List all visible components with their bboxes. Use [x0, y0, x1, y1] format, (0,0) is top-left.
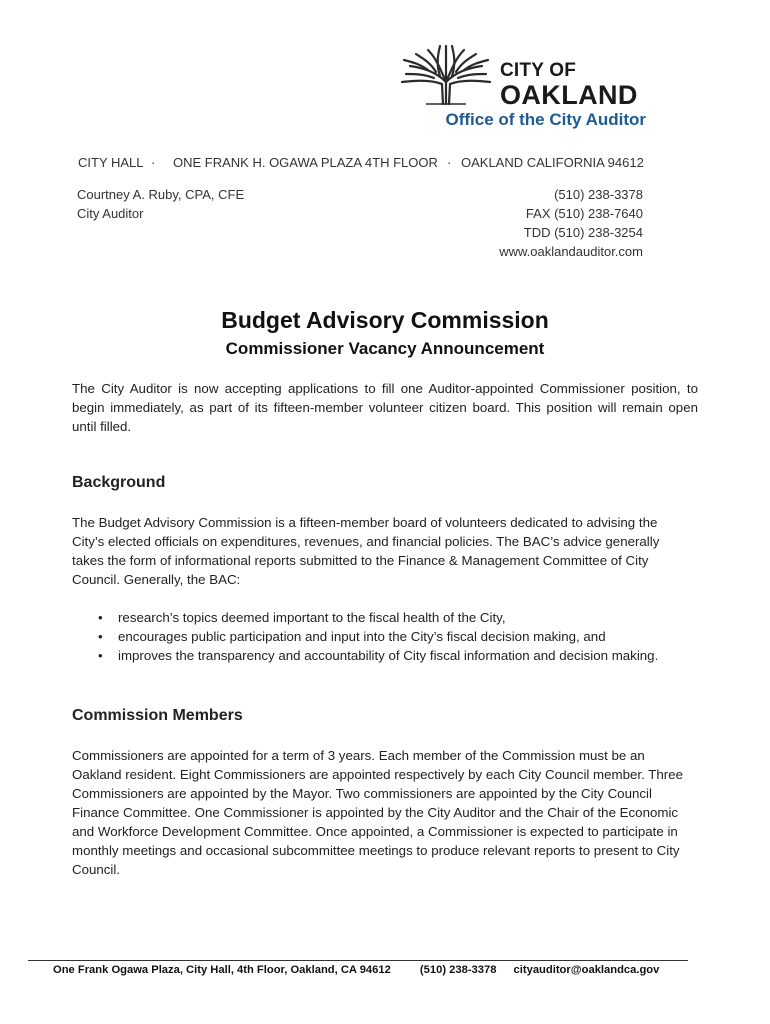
auditor-name: Courtney A. Ruby, CPA, CFE [77, 187, 245, 202]
list-item [72, 627, 692, 646]
office-fax: FAX (510) 238-7640 [525, 206, 643, 221]
office-website[interactable]: www.oaklandauditor.com [499, 244, 643, 259]
bac-duties-list [72, 608, 692, 665]
office-contact [499, 185, 643, 261]
office-phone: (510) 238-3378 [554, 187, 643, 202]
list-item-text: improves the transparency and accountability of City fiscal information and decision making. [118, 648, 659, 663]
members-heading: Commission Members [72, 707, 243, 724]
footer-email[interactable]: cityauditor@oaklandca.gov [513, 964, 660, 976]
office-tdd: TDD (510) 238-3254 [523, 225, 643, 240]
address-separator: · [447, 155, 452, 170]
list-item [72, 646, 692, 665]
list-item-text: encourages public participation and input into the City’s fiscal decision making, and [118, 629, 606, 644]
footer-address: One Frank Ogawa Plaza, City Hall, 4th Floor, Oakland, CA 94612 [53, 964, 391, 976]
list-item-text: research’s topics deemed important to the fiscal health of the City, [118, 610, 506, 625]
bullet-icon: • [98, 610, 103, 625]
bullet-icon: • [98, 629, 103, 644]
members-paragraph: Commissioners are appointed for a term of 3 years. Each member of the Commission must be an Oakland resident. Eight Commissioners are appointed respectively by each City Council member. Three Commissioners are appointed by the Mayor. Two commissioners are appointed by the City Council Finance Committee. One Commissioner is appointed by the City Auditor and the Chair of the Economic and Workforce Development Committee. Once appointed, a Commissioner is expected to participate in monthly meetings and occasional subcommittee meetings to produce relevant reports to present to City Council. [72, 748, 683, 877]
list-item [72, 608, 692, 627]
auditor-contact [77, 185, 244, 223]
office-title: Office of the City Auditor [445, 110, 646, 129]
page-footer [53, 964, 659, 976]
background-paragraph: The Budget Advisory Commission is a fifteen-member board of volunteers dedicated to advising the City’s elected officials on expenditures, revenues, and financial policies. The BAC’s advice generally takes the form of informational reports submitted to the Finance & Management Committee of City Council. Generally, the BAC: [72, 515, 660, 587]
document-title: Budget Advisory Commission [221, 307, 549, 333]
logo-oakland: OAKLAND [500, 80, 638, 110]
bullet-icon: • [98, 648, 103, 663]
address-street: ONE FRANK H. OGAWA PLAZA 4TH FLOOR [173, 155, 438, 170]
oak-tree-icon [396, 42, 496, 108]
background-heading: Background [72, 474, 166, 491]
footer-divider [28, 960, 688, 961]
address-city-hall: CITY HALL [78, 155, 144, 170]
address-city: OAKLAND CALIFORNIA 94612 [461, 155, 644, 170]
address-separator: · [151, 155, 156, 170]
auditor-title: City Auditor [77, 206, 144, 221]
logo-city-of: CITY OF [500, 60, 576, 81]
intro-paragraph: The City Auditor is now accepting applications to fill one Auditor-appointed Commissioner position, to begin immediately, as part of its fifteen-member volunteer citizen board. This position will remain open until filled. [72, 381, 698, 434]
city-logo [396, 42, 646, 132]
document-subtitle: Commissioner Vacancy Announcement [225, 339, 545, 358]
footer-phone: (510) 238-3378 [419, 964, 497, 976]
